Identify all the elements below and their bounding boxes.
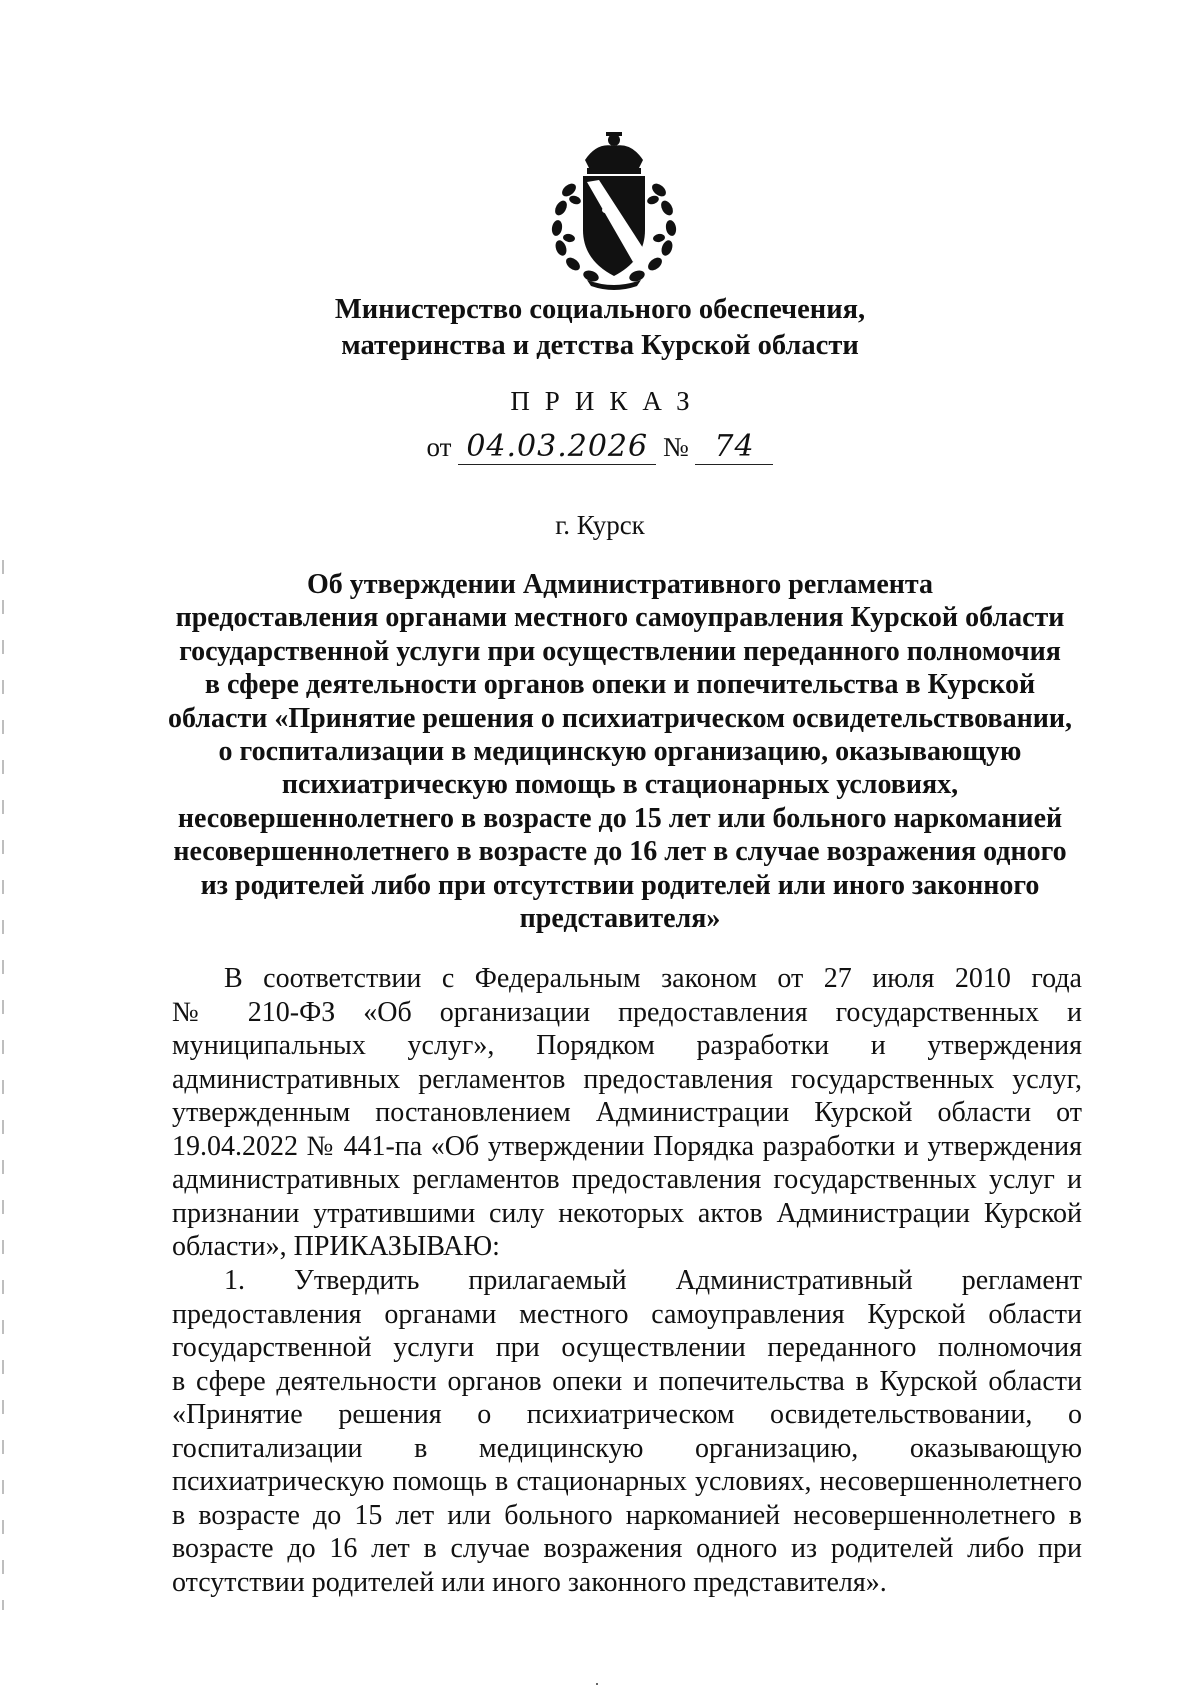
- body-line: административных регламентов предоставления государственных услуг и: [172, 1164, 1082, 1195]
- body-line: В соответствии с Федеральным законом от 27 июля 2010 года: [224, 963, 1082, 994]
- preamble-paragraph: [172, 962, 1082, 1264]
- ministry-name-line-2: материнства и детства Курской области: [341, 330, 859, 361]
- body-line: в сфере деятельности органов опеки и попечительства в Курской области: [172, 1365, 1082, 1397]
- item-1-paragraph: [172, 1264, 1082, 1599]
- body-line: муниципальных услуг», Порядком разработки и утверждения: [172, 1030, 1082, 1061]
- city: г. Курск: [555, 510, 645, 540]
- number-prefix: №: [662, 432, 689, 462]
- body-line: «Принятие решения о психиатрическом освидетельствовании, о: [172, 1399, 1082, 1430]
- subject-line: несовершеннолетнего в возрасте до 15 лет или больного наркоманией: [177, 802, 1063, 834]
- order-date: 04.03.2026: [458, 430, 656, 465]
- subject-line: о госпитализации в медицинскую организацию, оказывающую: [218, 736, 1022, 768]
- order-number: 74: [695, 430, 773, 465]
- ministry-name: [0, 292, 1200, 364]
- kursk-coat-of-arms-icon: [547, 130, 681, 290]
- scan-speck: [596, 1683, 598, 1685]
- subject-line: государственной услуги при осуществлении переданного полномочия: [179, 635, 1061, 667]
- body-line: отсутствии родителей или иного законного представителя».: [172, 1566, 887, 1598]
- ministry-name-line-1: Министерство социального обеспечения,: [334, 294, 866, 325]
- body-line: государственной услуги при осуществлении переданного полномочия: [172, 1332, 1082, 1363]
- subject-line: в сфере деятельности органов опеки и попечительства в Курской: [204, 669, 1036, 701]
- scan-edge-marks: [2, 560, 4, 1610]
- body-line: административных регламентов предоставления государственных услуг,: [172, 1063, 1082, 1095]
- body-line: госпитализации в медицинскую организацию, оказывающую: [172, 1432, 1082, 1464]
- order-title: ПРИКАЗ: [510, 386, 705, 416]
- subject-line: области «Принятие решения о психиатрическом освидетельствовании,: [168, 702, 1072, 734]
- body-line: 1. Утвердить прилагаемый Административный регламент: [224, 1265, 1082, 1296]
- date-prefix: от: [426, 432, 452, 462]
- subject-line: предоставления органами местного самоуправления Курской области: [175, 602, 1065, 634]
- body-line: предоставления органами местного самоуправления Курской области: [172, 1298, 1082, 1330]
- body-line: 19.04.2022 № 441-па «Об утверждении Порядка разработки и утверждения: [172, 1130, 1082, 1162]
- body-line: психиатрическую помощь в стационарных условиях, несовершеннолетнего: [172, 1466, 1082, 1497]
- subject-line: психиатрическую помощь в стационарных условиях,: [281, 769, 959, 801]
- subject-line: несовершеннолетнего в возрасте до 16 лет в случае возражения одного: [173, 836, 1067, 868]
- body-line: возрасте до 16 лет в случае возражения одного из родителей либо при: [172, 1533, 1082, 1564]
- body-line: утвержденным постановлением Администрации Курской области от: [172, 1097, 1082, 1128]
- body-line: признании утратившими силу некоторых актов Администрации Курской: [172, 1197, 1082, 1229]
- subject-line: из родителей либо при отсутствии родителей или иного законного: [200, 869, 1040, 901]
- subject-line: Об утверждении Административного регламента: [306, 569, 934, 600]
- body-line: в возрасте до 15 лет или больного наркоманией несовершеннолетнего в: [172, 1499, 1082, 1531]
- body-line: № 210-ФЗ «Об организации предоставления государственных и: [172, 996, 1082, 1028]
- order-date-line: [0, 430, 1200, 465]
- order-subject: [160, 568, 1080, 935]
- subject-line: представителя»: [519, 903, 721, 935]
- body-line: области», ПРИКАЗЫВАЮ:: [172, 1231, 500, 1262]
